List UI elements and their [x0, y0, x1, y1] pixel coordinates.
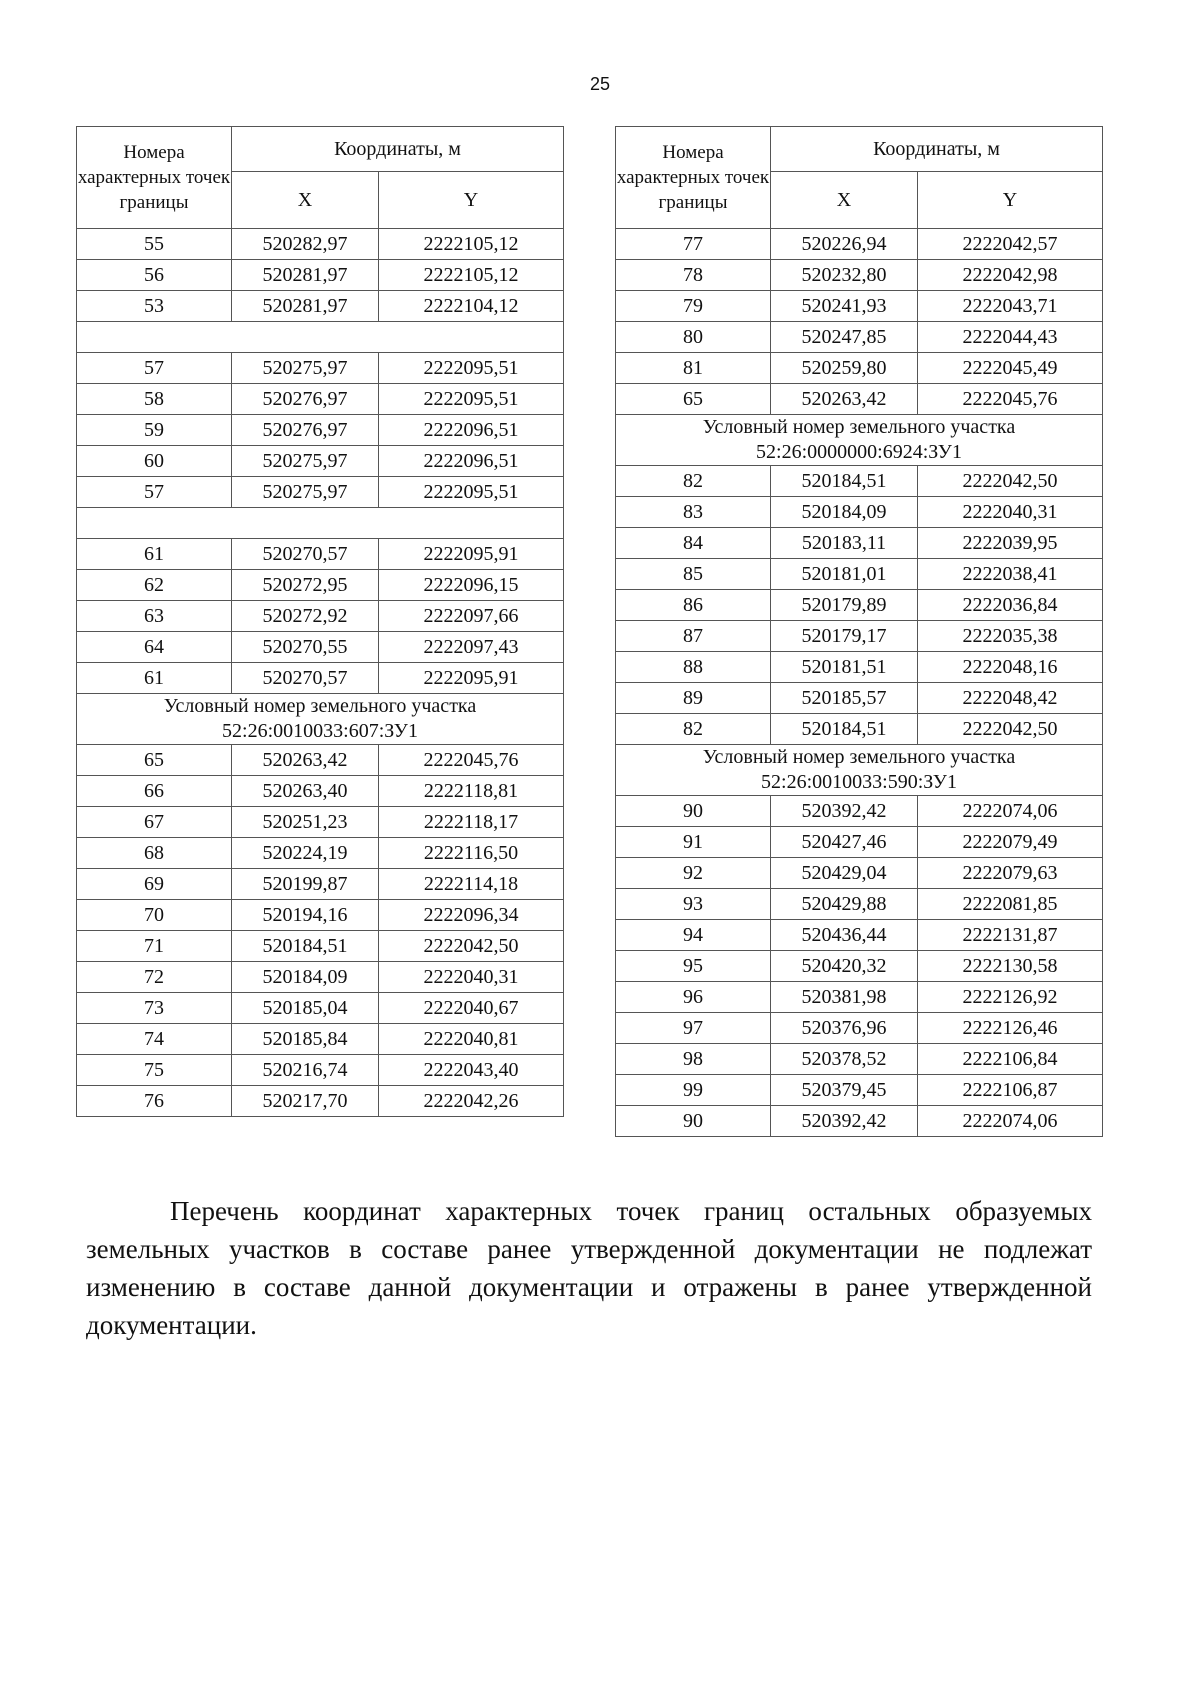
x-coordinate-cell: 520263,42 — [771, 384, 918, 415]
x-coordinate-cell: 520420,32 — [771, 951, 918, 982]
y-coordinate-cell: 2222095,51 — [379, 477, 564, 508]
table-row — [77, 1086, 564, 1117]
point-number-cell: 74 — [77, 1024, 232, 1055]
point-number-cell: 83 — [616, 497, 771, 528]
table-row — [77, 869, 564, 900]
y-coordinate-cell: 2222096,51 — [379, 446, 564, 477]
table-row — [616, 497, 1103, 528]
y-coordinate-cell: 2222118,17 — [379, 807, 564, 838]
table-row — [616, 951, 1103, 982]
point-number-cell: 66 — [77, 776, 232, 807]
x-coordinate-cell: 520275,97 — [232, 353, 379, 384]
y-coordinate-cell: 2222045,49 — [918, 353, 1103, 384]
point-number-cell: 79 — [616, 291, 771, 322]
y-coordinate-cell: 2222040,81 — [379, 1024, 564, 1055]
x-coordinate-cell: 520378,52 — [771, 1044, 918, 1075]
x-coordinate-cell: 520436,44 — [771, 920, 918, 951]
y-coordinate-cell: 2222106,84 — [918, 1044, 1103, 1075]
point-number-cell: 98 — [616, 1044, 771, 1075]
y-coordinate-cell: 2222040,67 — [379, 993, 564, 1024]
point-number-cell: 68 — [77, 838, 232, 869]
blank-cell — [77, 322, 564, 353]
x-coordinate-cell: 520194,16 — [232, 900, 379, 931]
x-coordinate-cell: 520226,94 — [771, 229, 918, 260]
x-coordinate-cell: 520379,45 — [771, 1075, 918, 1106]
table-row — [616, 1013, 1103, 1044]
x-coordinate-cell: 520181,51 — [771, 652, 918, 683]
table-row — [616, 1044, 1103, 1075]
table-row — [77, 260, 564, 291]
x-coordinate-cell: 520276,97 — [232, 415, 379, 446]
x-column-header: X — [232, 172, 379, 229]
x-coordinate-cell: 520429,88 — [771, 889, 918, 920]
coordinates-column-header: Координаты, м — [771, 127, 1103, 172]
land-plot-number-cell — [616, 415, 1103, 466]
x-coordinate-cell: 520263,42 — [232, 745, 379, 776]
x-coordinate-cell: 520184,09 — [232, 962, 379, 993]
table-row — [616, 796, 1103, 827]
point-number-cell: 72 — [77, 962, 232, 993]
x-coordinate-cell: 520184,51 — [232, 931, 379, 962]
x-coordinate-cell: 520241,93 — [771, 291, 918, 322]
x-coordinate-cell: 520179,17 — [771, 621, 918, 652]
x-coordinate-cell: 520232,80 — [771, 260, 918, 291]
blank-separator-row — [77, 508, 564, 539]
y-coordinate-cell: 2222045,76 — [379, 745, 564, 776]
table-row — [616, 384, 1103, 415]
x-coordinate-cell: 520381,98 — [771, 982, 918, 1013]
table-row — [77, 931, 564, 962]
point-number-cell: 86 — [616, 590, 771, 621]
point-number-cell: 61 — [77, 539, 232, 570]
table-row — [77, 477, 564, 508]
table-row — [77, 1055, 564, 1086]
y-coordinate-cell: 2222040,31 — [918, 497, 1103, 528]
point-number-cell: 93 — [616, 889, 771, 920]
x-coordinate-cell: 520427,46 — [771, 827, 918, 858]
land-plot-section-row — [77, 694, 564, 745]
blank-separator-row — [77, 322, 564, 353]
table-row — [616, 466, 1103, 497]
point-number-cell: 82 — [616, 466, 771, 497]
x-coordinate-cell: 520392,42 — [771, 796, 918, 827]
table-row — [616, 982, 1103, 1013]
table-row — [616, 1075, 1103, 1106]
x-coordinate-cell: 520392,42 — [771, 1106, 918, 1137]
y-coordinate-cell: 2222126,92 — [918, 982, 1103, 1013]
table-row — [616, 590, 1103, 621]
land-plot-cadastral-number: 52:26:0000000:6924:ЗУ1 — [756, 441, 962, 463]
y-coordinate-cell: 2222042,50 — [918, 466, 1103, 497]
table-row — [77, 415, 564, 446]
point-number-cell: 78 — [616, 260, 771, 291]
point-number-cell: 76 — [77, 1086, 232, 1117]
y-coordinate-cell: 2222116,50 — [379, 838, 564, 869]
point-number-cell: 59 — [77, 415, 232, 446]
x-coordinate-cell: 520183,11 — [771, 528, 918, 559]
land-plot-label: Условный номер земельного участка — [702, 746, 1016, 768]
table-row — [616, 858, 1103, 889]
point-number-cell: 92 — [616, 858, 771, 889]
y-column-header: Y — [918, 172, 1103, 229]
x-coordinate-cell: 520282,97 — [232, 229, 379, 260]
table-row — [616, 559, 1103, 590]
y-coordinate-cell: 2222114,18 — [379, 869, 564, 900]
point-number-cell: 89 — [616, 683, 771, 714]
point-number-cell: 81 — [616, 353, 771, 384]
y-coordinate-cell: 2222118,81 — [379, 776, 564, 807]
table-row — [616, 683, 1103, 714]
x-coordinate-cell: 520281,97 — [232, 260, 379, 291]
point-number-cell: 63 — [77, 601, 232, 632]
x-coordinate-cell: 520275,97 — [232, 477, 379, 508]
x-coordinate-cell: 520259,80 — [771, 353, 918, 384]
y-coordinate-cell: 2222079,49 — [918, 827, 1103, 858]
x-coordinate-cell: 520272,92 — [232, 601, 379, 632]
y-coordinate-cell: 2222044,43 — [918, 322, 1103, 353]
y-coordinate-cell: 2222038,41 — [918, 559, 1103, 590]
point-number-cell: 65 — [616, 384, 771, 415]
y-coordinate-cell: 2222104,12 — [379, 291, 564, 322]
point-number-cell: 96 — [616, 982, 771, 1013]
y-coordinate-cell: 2222095,91 — [379, 663, 564, 694]
y-coordinate-cell: 2222048,16 — [918, 652, 1103, 683]
table-row — [616, 229, 1103, 260]
point-number-cell: 55 — [77, 229, 232, 260]
point-number-cell: 75 — [77, 1055, 232, 1086]
y-coordinate-cell: 2222096,15 — [379, 570, 564, 601]
table-row — [616, 528, 1103, 559]
x-coordinate-cell: 520376,96 — [771, 1013, 918, 1044]
y-coordinate-cell: 2222042,50 — [379, 931, 564, 962]
body-paragraph: Перечень координат характерных точек границ остальных образуемых земельных участков в составе ранее утвержденной документации не подлежат изменению в составе данной документации и отражены в ранее утвержденной документации. — [86, 1196, 1092, 1340]
table-row — [616, 260, 1103, 291]
y-coordinate-cell: 2222045,76 — [918, 384, 1103, 415]
point-number-cell: 53 — [77, 291, 232, 322]
land-plot-cadastral-number: 52:26:0010033:590:ЗУ1 — [761, 771, 957, 793]
point-number-cell: 58 — [77, 384, 232, 415]
point-number-cell: 60 — [77, 446, 232, 477]
x-column-header: X — [771, 172, 918, 229]
table-row — [616, 353, 1103, 384]
point-number-cell: 61 — [77, 663, 232, 694]
table-row — [616, 652, 1103, 683]
point-number-cell: 64 — [77, 632, 232, 663]
table-row — [77, 745, 564, 776]
point-number-cell: 77 — [616, 229, 771, 260]
y-coordinate-cell: 2222036,84 — [918, 590, 1103, 621]
y-coordinate-cell: 2222105,12 — [379, 260, 564, 291]
land-plot-label: Условный номер земельного участка — [163, 695, 477, 717]
page-number: 25 — [589, 74, 611, 94]
land-plot-cadastral-number: 52:26:0010033:607:ЗУ1 — [222, 720, 418, 742]
y-coordinate-cell: 2222042,98 — [918, 260, 1103, 291]
points-column-header: Номера характерных точек границы — [616, 127, 771, 229]
point-number-cell: 62 — [77, 570, 232, 601]
x-coordinate-cell: 520270,55 — [232, 632, 379, 663]
table-row — [77, 570, 564, 601]
x-coordinate-cell: 520184,51 — [771, 466, 918, 497]
table-row — [616, 920, 1103, 951]
y-coordinate-cell: 2222131,87 — [918, 920, 1103, 951]
x-coordinate-cell: 520185,04 — [232, 993, 379, 1024]
points-column-header: Номера характерных точек границы — [77, 127, 232, 229]
table-row — [77, 632, 564, 663]
table-row — [77, 353, 564, 384]
land-plot-number-cell — [77, 694, 564, 745]
point-number-cell: 56 — [77, 260, 232, 291]
point-number-cell: 90 — [616, 796, 771, 827]
point-number-cell: 97 — [616, 1013, 771, 1044]
table-row — [77, 229, 564, 260]
land-plot-number-cell — [616, 745, 1103, 796]
table-row — [77, 446, 564, 477]
point-number-cell: 70 — [77, 900, 232, 931]
x-coordinate-cell: 520251,23 — [232, 807, 379, 838]
point-number-cell: 69 — [77, 869, 232, 900]
x-coordinate-cell: 520181,01 — [771, 559, 918, 590]
table-row — [77, 291, 564, 322]
point-number-cell: 90 — [616, 1106, 771, 1137]
y-coordinate-cell: 2222039,95 — [918, 528, 1103, 559]
x-coordinate-cell: 520185,57 — [771, 683, 918, 714]
y-coordinate-cell: 2222096,34 — [379, 900, 564, 931]
point-number-cell: 95 — [616, 951, 771, 982]
y-column-header: Y — [379, 172, 564, 229]
y-coordinate-cell: 2222096,51 — [379, 415, 564, 446]
coordinates-table-left — [76, 126, 564, 1117]
y-coordinate-cell: 2222126,46 — [918, 1013, 1103, 1044]
table-row — [77, 838, 564, 869]
y-coordinate-cell: 2222097,66 — [379, 601, 564, 632]
x-coordinate-cell: 520270,57 — [232, 663, 379, 694]
point-number-cell: 67 — [77, 807, 232, 838]
land-plot-section-row — [616, 745, 1103, 796]
y-coordinate-cell: 2222040,31 — [379, 962, 564, 993]
x-coordinate-cell: 520263,40 — [232, 776, 379, 807]
x-coordinate-cell: 520275,97 — [232, 446, 379, 477]
point-number-cell: 87 — [616, 621, 771, 652]
table-row — [77, 601, 564, 632]
y-coordinate-cell: 2222042,57 — [918, 229, 1103, 260]
point-number-cell: 84 — [616, 528, 771, 559]
x-coordinate-cell: 520272,95 — [232, 570, 379, 601]
y-coordinate-cell: 2222074,06 — [918, 796, 1103, 827]
point-number-cell: 94 — [616, 920, 771, 951]
point-number-cell: 91 — [616, 827, 771, 858]
table-row — [77, 993, 564, 1024]
y-coordinate-cell: 2222106,87 — [918, 1075, 1103, 1106]
table-row — [77, 962, 564, 993]
y-coordinate-cell: 2222043,71 — [918, 291, 1103, 322]
x-coordinate-cell: 520199,87 — [232, 869, 379, 900]
land-plot-section-row — [616, 415, 1103, 466]
y-coordinate-cell: 2222095,51 — [379, 384, 564, 415]
x-coordinate-cell: 520224,19 — [232, 838, 379, 869]
y-coordinate-cell: 2222048,42 — [918, 683, 1103, 714]
point-number-cell: 82 — [616, 714, 771, 745]
x-coordinate-cell: 520185,84 — [232, 1024, 379, 1055]
land-plot-label: Условный номер земельного участка — [702, 416, 1016, 438]
y-coordinate-cell: 2222042,26 — [379, 1086, 564, 1117]
x-coordinate-cell: 520281,97 — [232, 291, 379, 322]
point-number-cell: 65 — [77, 745, 232, 776]
table-row — [77, 807, 564, 838]
x-coordinate-cell: 520179,89 — [771, 590, 918, 621]
x-coordinate-cell: 520217,70 — [232, 1086, 379, 1117]
x-coordinate-cell: 520184,51 — [771, 714, 918, 745]
x-coordinate-cell: 520247,85 — [771, 322, 918, 353]
x-coordinate-cell: 520429,04 — [771, 858, 918, 889]
y-coordinate-cell: 2222095,91 — [379, 539, 564, 570]
y-coordinate-cell: 2222035,38 — [918, 621, 1103, 652]
table-row — [77, 776, 564, 807]
table-row — [77, 1024, 564, 1055]
x-coordinate-cell: 520276,97 — [232, 384, 379, 415]
table-row — [77, 663, 564, 694]
point-number-cell: 88 — [616, 652, 771, 683]
point-number-cell: 85 — [616, 559, 771, 590]
y-coordinate-cell: 2222130,58 — [918, 951, 1103, 982]
y-coordinate-cell: 2222079,63 — [918, 858, 1103, 889]
blank-cell — [77, 508, 564, 539]
table-row — [77, 539, 564, 570]
table-row — [616, 889, 1103, 920]
table-row — [616, 621, 1103, 652]
point-number-cell: 71 — [77, 931, 232, 962]
point-number-cell: 99 — [616, 1075, 771, 1106]
table-row — [616, 827, 1103, 858]
table-row — [77, 900, 564, 931]
point-number-cell: 73 — [77, 993, 232, 1024]
y-coordinate-cell: 2222074,06 — [918, 1106, 1103, 1137]
table-row — [616, 1106, 1103, 1137]
y-coordinate-cell: 2222081,85 — [918, 889, 1103, 920]
y-coordinate-cell: 2222105,12 — [379, 229, 564, 260]
table-row — [616, 291, 1103, 322]
y-coordinate-cell: 2222042,50 — [918, 714, 1103, 745]
coordinates-table-right — [615, 126, 1103, 1137]
x-coordinate-cell: 520216,74 — [232, 1055, 379, 1086]
y-coordinate-cell: 2222095,51 — [379, 353, 564, 384]
x-coordinate-cell: 520270,57 — [232, 539, 379, 570]
x-coordinate-cell: 520184,09 — [771, 497, 918, 528]
y-coordinate-cell: 2222097,43 — [379, 632, 564, 663]
table-row — [77, 384, 564, 415]
table-row — [616, 322, 1103, 353]
y-coordinate-cell: 2222043,40 — [379, 1055, 564, 1086]
table-row — [616, 714, 1103, 745]
point-number-cell: 57 — [77, 477, 232, 508]
point-number-cell: 57 — [77, 353, 232, 384]
point-number-cell: 80 — [616, 322, 771, 353]
coordinates-column-header: Координаты, м — [232, 127, 564, 172]
